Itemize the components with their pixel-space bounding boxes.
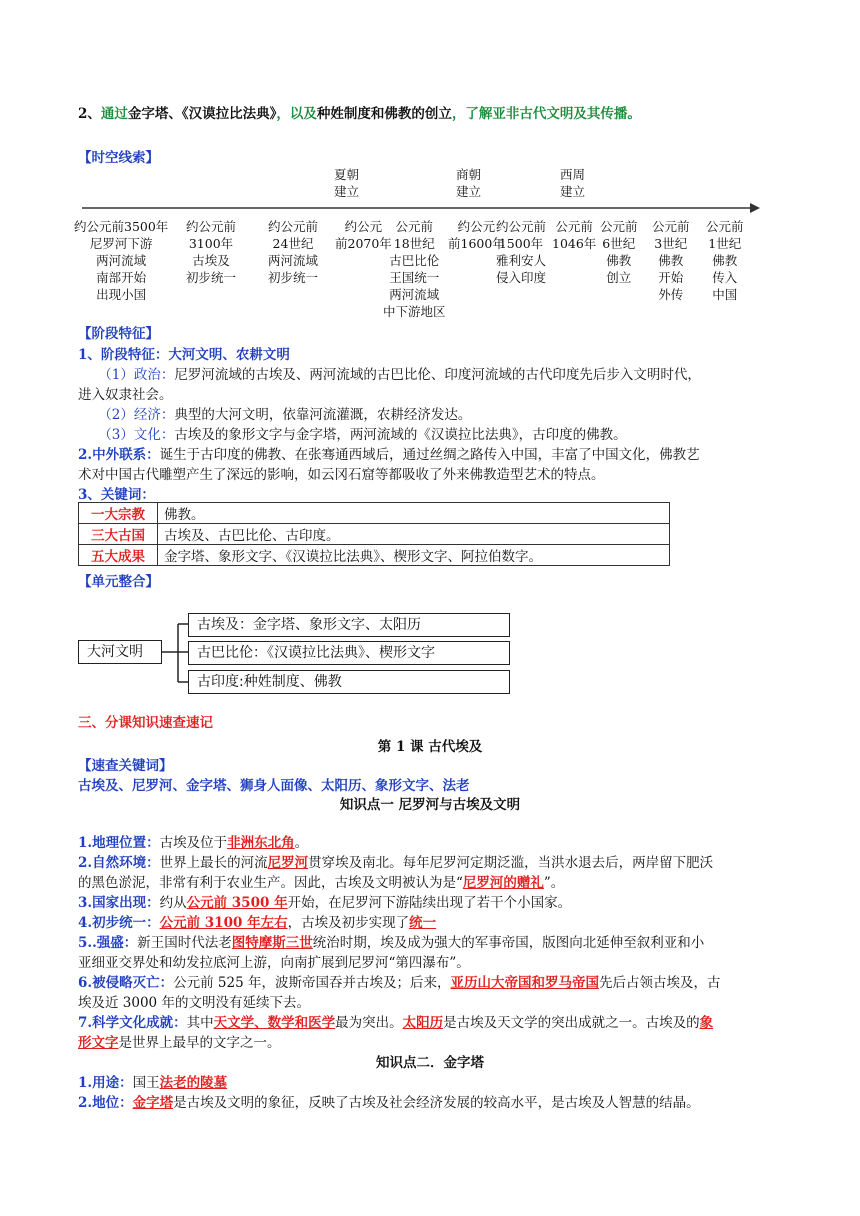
quick-keywords-heading: 【速查关键词】: [78, 758, 173, 774]
item-achievements-cont: 形文字是世界上最早的文字之一。: [78, 1035, 281, 1051]
timeline-figure: [74, 158, 768, 319]
timeline-event: 公元前 6世纪 佛教 创立: [600, 219, 638, 285]
table-row: [79, 524, 670, 545]
stage-politics: [78, 365, 788, 385]
item-pyramid-status: 2.地位：金字塔是古埃及文明的象征，反映了古埃及社会经济发展的较高水平，是古埃及人智慧的结晶。: [78, 1095, 700, 1111]
unit-branch-egypt: 古埃及：金字塔、象形文字、太阳历: [188, 613, 510, 637]
unit-heading: 【单元整合】: [78, 574, 159, 590]
economy-label: （2）经济：: [105, 407, 175, 423]
timeline-event: 约公元前 24世纪 两河流域 初步统一: [268, 219, 319, 285]
item-environment-cont: 的黑色淤泥，非常有利于农业生产。因此，古埃及文明被认为是“尼罗河的赠礼”。: [78, 875, 565, 891]
timeline-event: 公元前 1世纪 佛教 传入 中国: [706, 219, 744, 302]
keyword-cell: 一大宗教: [79, 503, 158, 524]
section-heading: 三、分课知识速查速记: [78, 715, 213, 731]
stage-exchange: [78, 445, 788, 465]
keywords-heading: 3、关键词：: [78, 487, 155, 503]
objective-number: 2、: [78, 106, 101, 122]
culture-text: 古埃及的象形文字与金字塔，两河流域的《汉谟拉比法典》，古印度的佛教。: [174, 427, 627, 443]
exchange-label: 2.中外联系：: [78, 447, 160, 463]
stage-economy: [78, 405, 788, 425]
timeline-event: 约公元 前1600年: [448, 219, 505, 251]
keyword-value: 古埃及、古巴比伦、古印度。: [158, 524, 670, 545]
stage-politics-cont: 进入奴隶社会。: [78, 387, 173, 403]
politics-label: （1）政治：: [105, 367, 175, 383]
table-row: [79, 503, 670, 524]
politics-text: 尼罗河流域的古埃及、两河流域的古巴比伦、印度河流域的古代印度先后步入文明时代，: [174, 367, 701, 383]
keywords-table: [78, 502, 670, 566]
item-fall-cont: 埃及近 3000 年的文明没有延续下去。: [78, 995, 310, 1011]
objective-topic: 金字塔、《汉谟拉比法典》: [127, 106, 277, 122]
item-unification: 4.初步统一：公元前 3100 年左右，古埃及初步实现了统一: [78, 915, 437, 931]
stage-heading: 【阶段特征】: [78, 326, 159, 342]
keyword-value: 佛教。: [158, 503, 670, 524]
stage-feature: 1、阶段特征：大河文明、农耕文明: [78, 347, 290, 363]
objective-word: 通过: [100, 106, 128, 122]
timeline-heading: 【时空线索】: [78, 150, 159, 166]
item-fall: 6.被侵略灭亡：公元前 525 年，波斯帝国吞并古埃及；后来，亚历山大帝国和罗马帝国先后占领古埃及，古: [78, 975, 721, 991]
item-geography: 1.地理位置：古埃及位于非洲东北角。: [78, 835, 309, 851]
exchange-text: 诞生于古印度的佛教、在张骞通西域后，通过丝绸之路传入中国，丰富了中国文化，佛教艺: [159, 447, 700, 463]
timeline-above-label: 西周 建立: [560, 167, 586, 199]
timeline-above-label: 夏朝 建立: [334, 167, 360, 199]
item-achievements: 7.科学文化成就：其中天文学、数学和医学最为突出。太阳历是古埃及天文学的突出成就之一。古埃及的象: [78, 1015, 714, 1031]
item-pyramid-use: 1.用途：国王法老的陵墓: [78, 1075, 228, 1091]
keyword-value: 金字塔、象形文字、《汉谟拉比法典》、楔形文字、阿拉伯数字。: [158, 545, 670, 566]
objective-line: [78, 104, 788, 124]
table-row: [79, 545, 670, 566]
keyword-cell: 三大古国: [79, 524, 158, 545]
culture-label: （3）文化：: [105, 427, 175, 443]
knowledge-point-2: 知识点二．金字塔: [376, 1055, 484, 1071]
quick-keywords-list: 古埃及、尼罗河、金字塔、狮身人面像、太阳历、象形文字、法老: [78, 778, 470, 794]
unit-branch-babylon: 古巴比伦：《汉谟拉比法典》、楔形文字: [188, 641, 510, 665]
timeline-event: 公元前 18世纪 古巴比伦 王国统一 两河流域 中下游地区: [383, 219, 446, 319]
stage-culture: [78, 425, 788, 445]
knowledge-point-1: 知识点一 尼罗河与古埃及文明: [339, 797, 521, 813]
timeline-event: 约公元前 1500年 雅利安人 侵入印度: [496, 219, 547, 285]
item-state: 3.国家出现：约从公元前 3500 年开始，在尼罗河下游陆续出现了若干个小国家。: [78, 895, 572, 911]
stage-exchange-cont: 术对中国古代雕塑产生了深远的影响，如云冈石窟等都吸收了外来佛教造型艺术的特点。: [78, 467, 605, 483]
unit-branch-india: 古印度:种姓制度、佛教: [188, 670, 510, 694]
timeline-event: 约公元前 3100年 古埃及 初步统一: [186, 219, 237, 285]
item-prosperity-cont: 亚细亚交界处和幼发拉底河上游，向南扩展到尼罗河“第四瀑布”。: [78, 955, 470, 971]
keyword-cell: 五大成果: [79, 545, 158, 566]
economy-text: 典型的大河文明，依靠河流灌溉，农耕经济发达。: [174, 407, 472, 423]
lesson-title: 第 1 课 古代埃及: [377, 739, 483, 755]
timeline-event: 约公元前3500年 尼罗河下游 两河流域 南部开始 出现小国: [74, 219, 169, 302]
timeline-event: 约公元 前2070年: [335, 219, 392, 251]
timeline-event: 公元前 1046年: [552, 219, 597, 251]
objective-goal: ，了解亚非古代文明及其传播。: [451, 106, 641, 122]
item-prosperity: 5..强盛：新王国时代法老图特摩斯三世统治时期，埃及成为强大的军事帝国，版图向北延伸至叙利亚和小: [78, 935, 705, 951]
unit-root: 大河文明: [78, 640, 162, 664]
objective-topic-2: 种姓制度和佛教的创立: [316, 106, 452, 122]
timeline-event: 公元前 3世纪 佛教 开始 外传: [652, 219, 690, 302]
item-environment: 2.自然环境：世界上最长的河流尼罗河贯穿埃及南北。每年尼罗河定期泛滥，当洪水退去后，两岸留下肥沃: [78, 855, 714, 871]
objective-connector: ，以及: [276, 106, 317, 122]
timeline-above-label: 商朝 建立: [456, 167, 482, 199]
